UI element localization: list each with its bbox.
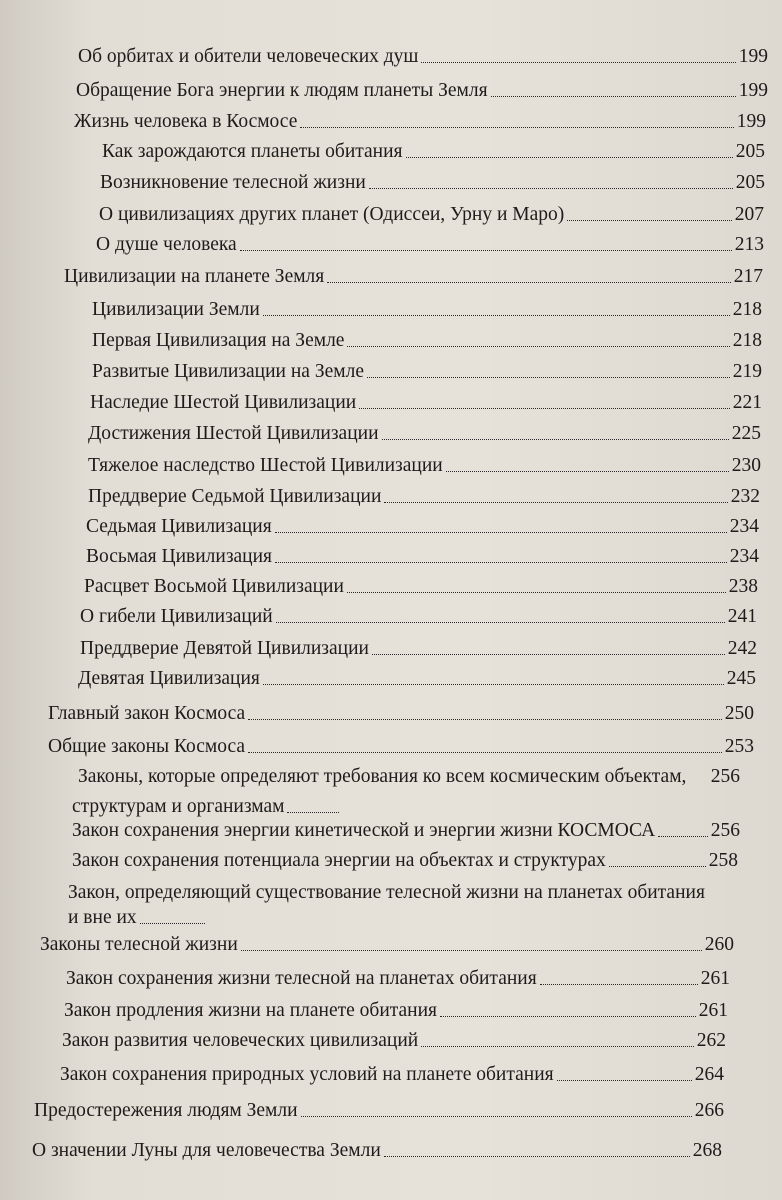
toc-entry-title: Обращение Бога энергии к людям планеты Земля — [76, 80, 488, 101]
dot-leader — [275, 562, 727, 563]
toc-entry[interactable] — [74, 111, 766, 133]
toc-entry[interactable] — [92, 330, 762, 352]
toc-entry-title: Развитые Цивилизации на Земле — [92, 361, 364, 382]
toc-entry[interactable] — [92, 361, 762, 383]
toc-entry[interactable] — [72, 850, 738, 872]
toc-entry[interactable] — [86, 516, 759, 538]
dot-leader — [300, 127, 733, 128]
toc-entry[interactable] — [102, 141, 765, 163]
toc-entry[interactable] — [78, 766, 740, 788]
toc-entry-page: 234 — [729, 516, 759, 537]
dot-leader — [263, 315, 730, 316]
toc-entry-title: Закон, определяющий существование телесной жизни на планетах обитания — [68, 882, 705, 903]
toc-entry[interactable] — [48, 736, 754, 758]
toc-entry-page: 219 — [732, 361, 762, 382]
toc-entry-page: 225 — [731, 423, 761, 444]
toc-entry-page: 218 — [732, 330, 762, 351]
toc-entry-page: 268 — [692, 1140, 722, 1161]
dot-leader — [384, 1156, 690, 1157]
toc-entry[interactable] — [80, 638, 757, 660]
dot-leader — [359, 408, 730, 409]
toc-entry-title: Восьмая Цивилизация — [86, 546, 273, 567]
toc-entry-page: 261 — [698, 1000, 728, 1021]
toc-entry-title: и вне их — [68, 907, 137, 928]
toc-entry-page: 199 — [738, 80, 768, 101]
toc-entry-page: 250 — [724, 703, 754, 724]
toc-entry[interactable] — [78, 668, 756, 690]
toc-entry[interactable] — [48, 703, 754, 725]
toc-entry[interactable] — [66, 968, 730, 990]
toc-entry[interactable] — [34, 1100, 724, 1122]
dot-leader — [369, 188, 733, 189]
dot-leader — [540, 984, 698, 985]
dot-leader — [347, 346, 729, 347]
toc-entry-title: Закон сохранения природных условий на планете обитания — [60, 1064, 554, 1085]
toc-entry-title: Расцвет Восьмой Цивилизации — [84, 576, 344, 597]
toc-entry[interactable] — [80, 606, 757, 628]
toc-entry-page: 261 — [700, 968, 730, 989]
toc-entry-title: Закон сохранения потенциала энергии на объектах и структурах — [72, 850, 606, 871]
dot-leader — [275, 532, 727, 533]
dot-leader — [421, 1046, 694, 1047]
toc-entry-page: 260 — [704, 934, 734, 955]
toc-entry[interactable] — [62, 1030, 726, 1052]
toc-entry-page: 258 — [708, 850, 738, 871]
dot-leader — [276, 622, 725, 623]
toc-entry-page: 245 — [726, 668, 756, 689]
toc-entry-title: О значении Луны для человечества Земли — [32, 1140, 381, 1161]
dot-leader — [241, 950, 702, 951]
dot-leader — [287, 812, 339, 813]
dot-leader — [248, 752, 722, 753]
toc-entry-title: структурам и организмам — [72, 796, 285, 817]
toc-entry[interactable] — [92, 299, 762, 321]
toc-entry[interactable] — [99, 204, 764, 226]
dot-leader — [327, 282, 730, 283]
toc-entry-page: 232 — [730, 486, 760, 507]
toc-entry[interactable] — [84, 576, 758, 598]
dot-leader — [263, 684, 724, 685]
toc-entry[interactable] — [72, 820, 740, 842]
toc-entry-page: 199 — [738, 46, 768, 67]
toc-entry-page: 256 — [710, 820, 740, 841]
toc-entry-page: 238 — [728, 576, 758, 597]
toc-entry-page: 242 — [727, 638, 757, 659]
toc-entry-title: Законы телесной жизни — [40, 934, 238, 955]
toc-entry-continuation — [72, 796, 342, 818]
dot-leader — [440, 1016, 696, 1017]
dot-leader — [491, 96, 736, 97]
dot-leader — [609, 866, 706, 867]
dot-leader — [567, 220, 731, 221]
toc-entry-page: 264 — [694, 1064, 724, 1085]
toc-entry[interactable] — [88, 455, 761, 477]
dot-leader — [301, 1116, 692, 1117]
toc-entry-first-line[interactable] — [68, 882, 728, 904]
toc-entry-title: Достижения Шестой Цивилизации — [88, 423, 379, 444]
dot-leader — [367, 377, 730, 378]
toc-entry-page: 199 — [736, 111, 766, 132]
toc-entry-page: 217 — [733, 266, 763, 287]
toc-entry-page: 266 — [694, 1100, 724, 1121]
toc-entry-page: 218 — [732, 299, 762, 320]
toc-entry[interactable] — [90, 392, 762, 414]
toc-entry[interactable] — [78, 46, 768, 68]
toc-entry-title: Закон сохранения энергии кинетической и энергии жизни КОСМОСА — [72, 820, 656, 841]
toc-entry-page: 205 — [735, 141, 765, 162]
toc-entry[interactable] — [32, 1140, 722, 1162]
toc-entry-page: 207 — [734, 204, 764, 225]
toc-entry-title: О душе человека — [96, 234, 237, 255]
toc-entry-page: 262 — [696, 1030, 726, 1051]
toc-entry[interactable] — [60, 1064, 724, 1086]
toc-entry-title: Общие законы Космоса — [48, 736, 246, 757]
toc-entry[interactable] — [100, 172, 765, 194]
toc-entry-page: 256 — [710, 766, 740, 787]
toc-entry[interactable] — [96, 234, 764, 256]
dot-leader — [140, 923, 205, 924]
toc-entry-title: Как зарождаются планеты обитания — [102, 141, 403, 162]
toc-entry[interactable] — [64, 1000, 728, 1022]
toc-entry[interactable] — [76, 80, 768, 102]
toc-entry-title: Наследие Шестой Цивилизации — [90, 392, 357, 413]
toc-entry-title: Об орбитах и обители человеческих душ — [78, 46, 419, 67]
toc-entry-title: Цивилизации Земли — [92, 299, 260, 320]
toc-entry-title: Жизнь человека в Космосе — [74, 111, 298, 132]
toc-entry[interactable] — [64, 266, 763, 288]
toc-entry-title: Закон сохранения жизни телесной на планетах обитания — [66, 968, 537, 989]
toc-entry-title: Седьмая Цивилизация — [86, 516, 272, 537]
toc-entry-title: Законы, которые определяют требования ко всем космическим объектам, — [78, 766, 687, 787]
toc-entry-title: Закон развития человеческих цивилизаций — [62, 1030, 419, 1051]
toc-entry-title: Закон продления жизни на планете обитания — [64, 1000, 438, 1021]
toc-entry-page: 221 — [732, 392, 762, 413]
dot-leader — [372, 654, 725, 655]
dot-leader — [421, 62, 735, 63]
toc-entry[interactable] — [86, 546, 759, 568]
toc-entry-title: О цивилизациях других планет (Одиссеи, Урну и Маро) — [99, 204, 565, 225]
dot-leader — [658, 836, 708, 837]
toc-entry-title: Цивилизации на планете Земля — [64, 266, 325, 287]
dot-leader — [384, 502, 727, 503]
dot-leader — [557, 1080, 692, 1081]
toc-entry-title: О гибели Цивилизаций — [80, 606, 273, 627]
toc-entry[interactable] — [40, 934, 734, 956]
dot-leader — [446, 471, 729, 472]
dot-leader — [240, 250, 732, 251]
toc-entry-page: 213 — [734, 234, 764, 255]
toc-entry-page: 241 — [727, 606, 757, 627]
toc-entry-title: Девятая Цивилизация — [78, 668, 260, 689]
toc-entry-title: Преддверие Девятой Цивилизации — [80, 638, 369, 659]
toc-entry-page: 253 — [724, 736, 754, 757]
dot-leader — [382, 439, 729, 440]
dot-leader — [248, 719, 722, 720]
toc-entry-page: 234 — [729, 546, 759, 567]
toc-entry-title: Главный закон Космоса — [48, 703, 246, 724]
toc-entry[interactable] — [88, 486, 760, 508]
toc-entry-title: Первая Цивилизация на Земле — [92, 330, 345, 351]
dot-leader — [406, 157, 733, 158]
toc-entry-continuation — [68, 907, 208, 929]
toc-entry-page: 230 — [731, 455, 761, 476]
toc-entry-title: Тяжелое наследство Шестой Цивилизации — [88, 455, 443, 476]
toc-entry-page: 205 — [735, 172, 765, 193]
dot-leader — [347, 592, 726, 593]
toc-entry[interactable] — [88, 423, 761, 445]
toc-entry-title: Преддверие Седьмой Цивилизации — [88, 486, 382, 507]
toc-entry-title: Возникновение телесной жизни — [100, 172, 366, 193]
toc-entry-title: Предостережения людям Земли — [34, 1100, 298, 1121]
